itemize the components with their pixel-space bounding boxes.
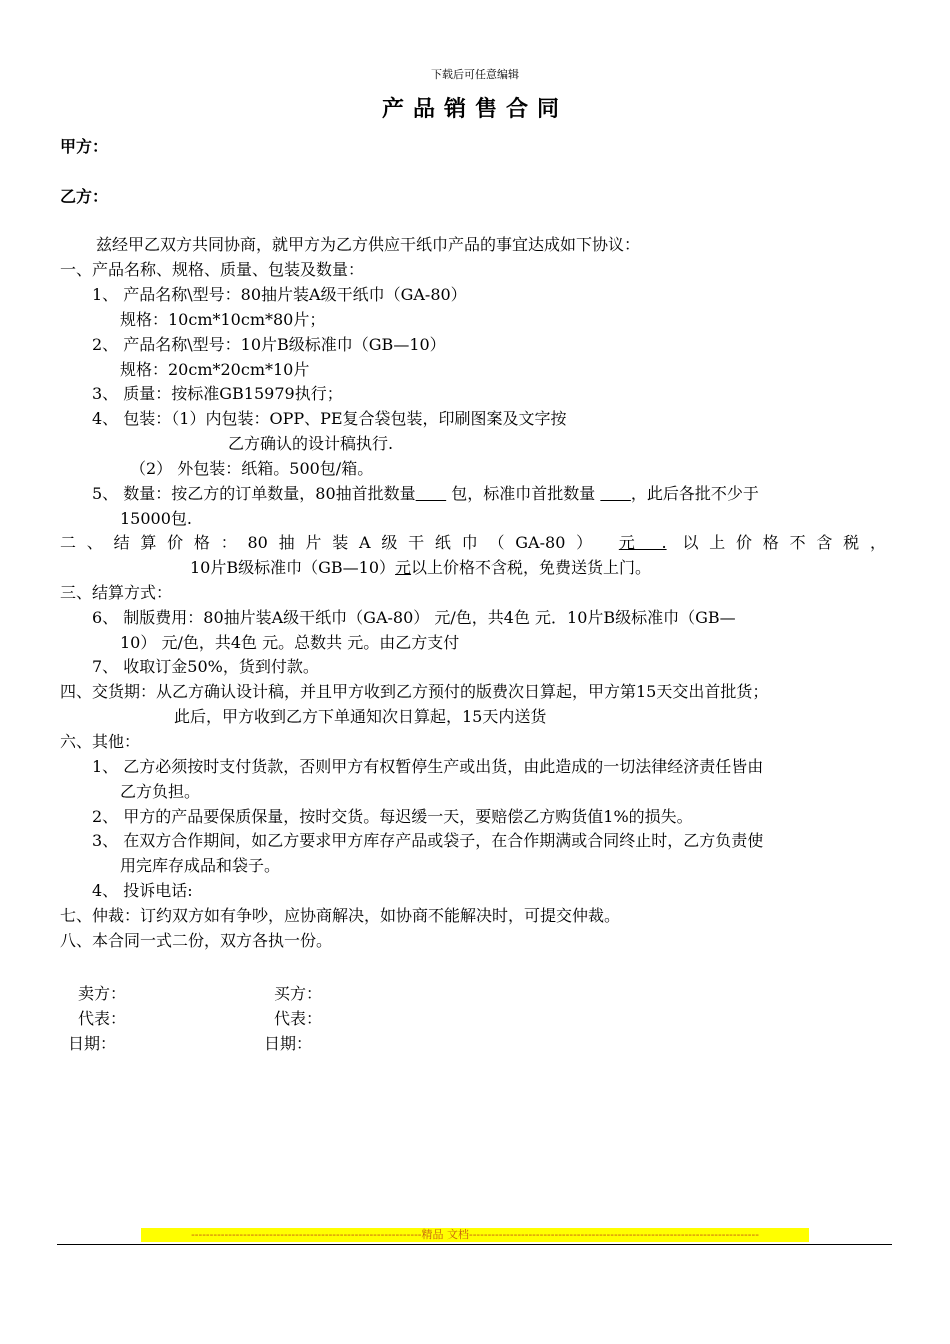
buyer-date-label: 日期： (264, 1034, 313, 1053)
section-1-heading: 一、产品名称、规格、质量、包装及数量： (60, 260, 365, 279)
other-item-4-complaint-phone: 4、 投诉电话: (92, 881, 193, 900)
item-4-outer-packaging: （2） 外包装：纸箱。500包/箱。 (130, 459, 374, 478)
item-6-plate-fee: 6、 制版费用：80抽片装A级干纸巾（GA-80） 元/色，共4色 元．10片B级标准巾（GB— (92, 608, 736, 627)
price-gb10-blank: 元 (395, 558, 412, 577)
item-1-product: 1、 产品名称\型号：80抽片装A级干纸巾（GA-80） (92, 285, 467, 304)
other-item-3: 3、 在双方合作期间，如乙方要求甲方库存产品或袋子，在合作期满或合同终止时，乙方负责使 (92, 831, 764, 850)
price-ga80-blank: 元 . (618, 533, 667, 552)
seller-label: 卖方： (78, 984, 127, 1003)
price-ga80-tax-note: 以上价格不含税， (682, 533, 886, 552)
section-7-arbitration: 七、仲裁：订约双方如有争吵，应协商解决，如协商不能解决时，可提交仲裁。 (60, 906, 621, 925)
party-b-label: 乙方： (60, 187, 109, 206)
section-2-price-line-2 (190, 556, 651, 580)
document-title: 产品销售合同 (381, 97, 568, 122)
buyer-label: 买方： (274, 984, 323, 1003)
price-ga80-text: 二、结算价格：80抽片装A级干纸巾（GA-80） (60, 533, 603, 552)
item-6-plate-fee-cont: 10） 元/色，共4色 元。总数共 元。由乙方支付 (120, 633, 460, 652)
item-7-deposit: 7、 收取订金50%，货到付款。 (92, 657, 319, 676)
item-5-text-c: ，此后各批不少于 (630, 484, 759, 503)
footer-banner: --------------------------------------------------------------精品 文档------------------------------------------------------------------------------ (141, 1228, 809, 1242)
item-4-packaging-cont: 乙方确认的设计稿执行. (228, 434, 394, 453)
item-4-packaging: 4、 包装：（1）内包装：OPP、PE复合袋包装，印刷图案及文字按 (92, 409, 567, 428)
section-4-delivery: 四、交货期：从乙方确认设计稿，并且甲方收到乙方预付的版费次日算起，甲方第15天交出首批货； (60, 682, 769, 701)
item-2-spec: 规格：20cm*20cm*10片 (120, 360, 310, 379)
item-1-spec: 规格：10cm*10cm*80片； (120, 310, 326, 329)
item-5-quantity-cont: 15000包. (120, 509, 192, 528)
price-gb10-text: 10片B级标准巾（GB—10） (190, 558, 396, 577)
section-6-heading: 六、其他： (60, 732, 141, 751)
section-2-price-line (60, 531, 886, 555)
buyer-representative-label: 代表： (274, 1009, 323, 1028)
section-8-copies: 八、本合同一式二份，双方各执一份。 (60, 931, 333, 950)
item-5-text-a: 5、 数量：按乙方的订单数量，80抽首批数量 (92, 484, 416, 503)
other-item-3-cont: 用完库存成品和袋子。 (120, 856, 281, 875)
other-item-2: 2、 甲方的产品要保质保量，按时交货。每迟缓一天，要赔偿乙方购货值1%的损失。 (92, 807, 693, 826)
party-a-label: 甲方： (60, 137, 109, 156)
section-3-heading: 三、结算方式： (60, 583, 173, 602)
footer-divider (57, 1244, 892, 1245)
item-2-product: 2、 产品名称\型号：10片B级标准巾（GB—10） (92, 335, 446, 354)
first-batch-blank-standard (600, 484, 631, 503)
other-item-1: 1、 乙方必须按时支付货款，否则甲方有权暂停生产或出货，由此造成的一切法律经济责任皆由 (92, 757, 764, 776)
first-batch-blank-80 (416, 484, 447, 503)
item-5-text-b: 包，标准巾首批数量 (451, 484, 596, 503)
other-item-1-cont: 乙方负担。 (120, 782, 201, 801)
price-gb10-tax-note: 以上价格不含税，免费送货上门。 (411, 558, 652, 577)
section-4-delivery-cont: 此后，甲方收到乙方下单通知次日算起，15天内送货 (174, 707, 547, 726)
item-3-quality: 3、 质量：按标准GB15979执行； (92, 384, 343, 403)
seller-representative-label: 代表： (78, 1009, 127, 1028)
header-note: 下载后可任意编辑 (431, 68, 519, 81)
intro-paragraph: 兹经甲乙双方共同协商，就甲方为乙方供应干纸巾产品的事宜达成如下协议： (96, 235, 641, 254)
item-5-quantity (92, 482, 759, 506)
seller-date-label: 日期： (68, 1034, 117, 1053)
